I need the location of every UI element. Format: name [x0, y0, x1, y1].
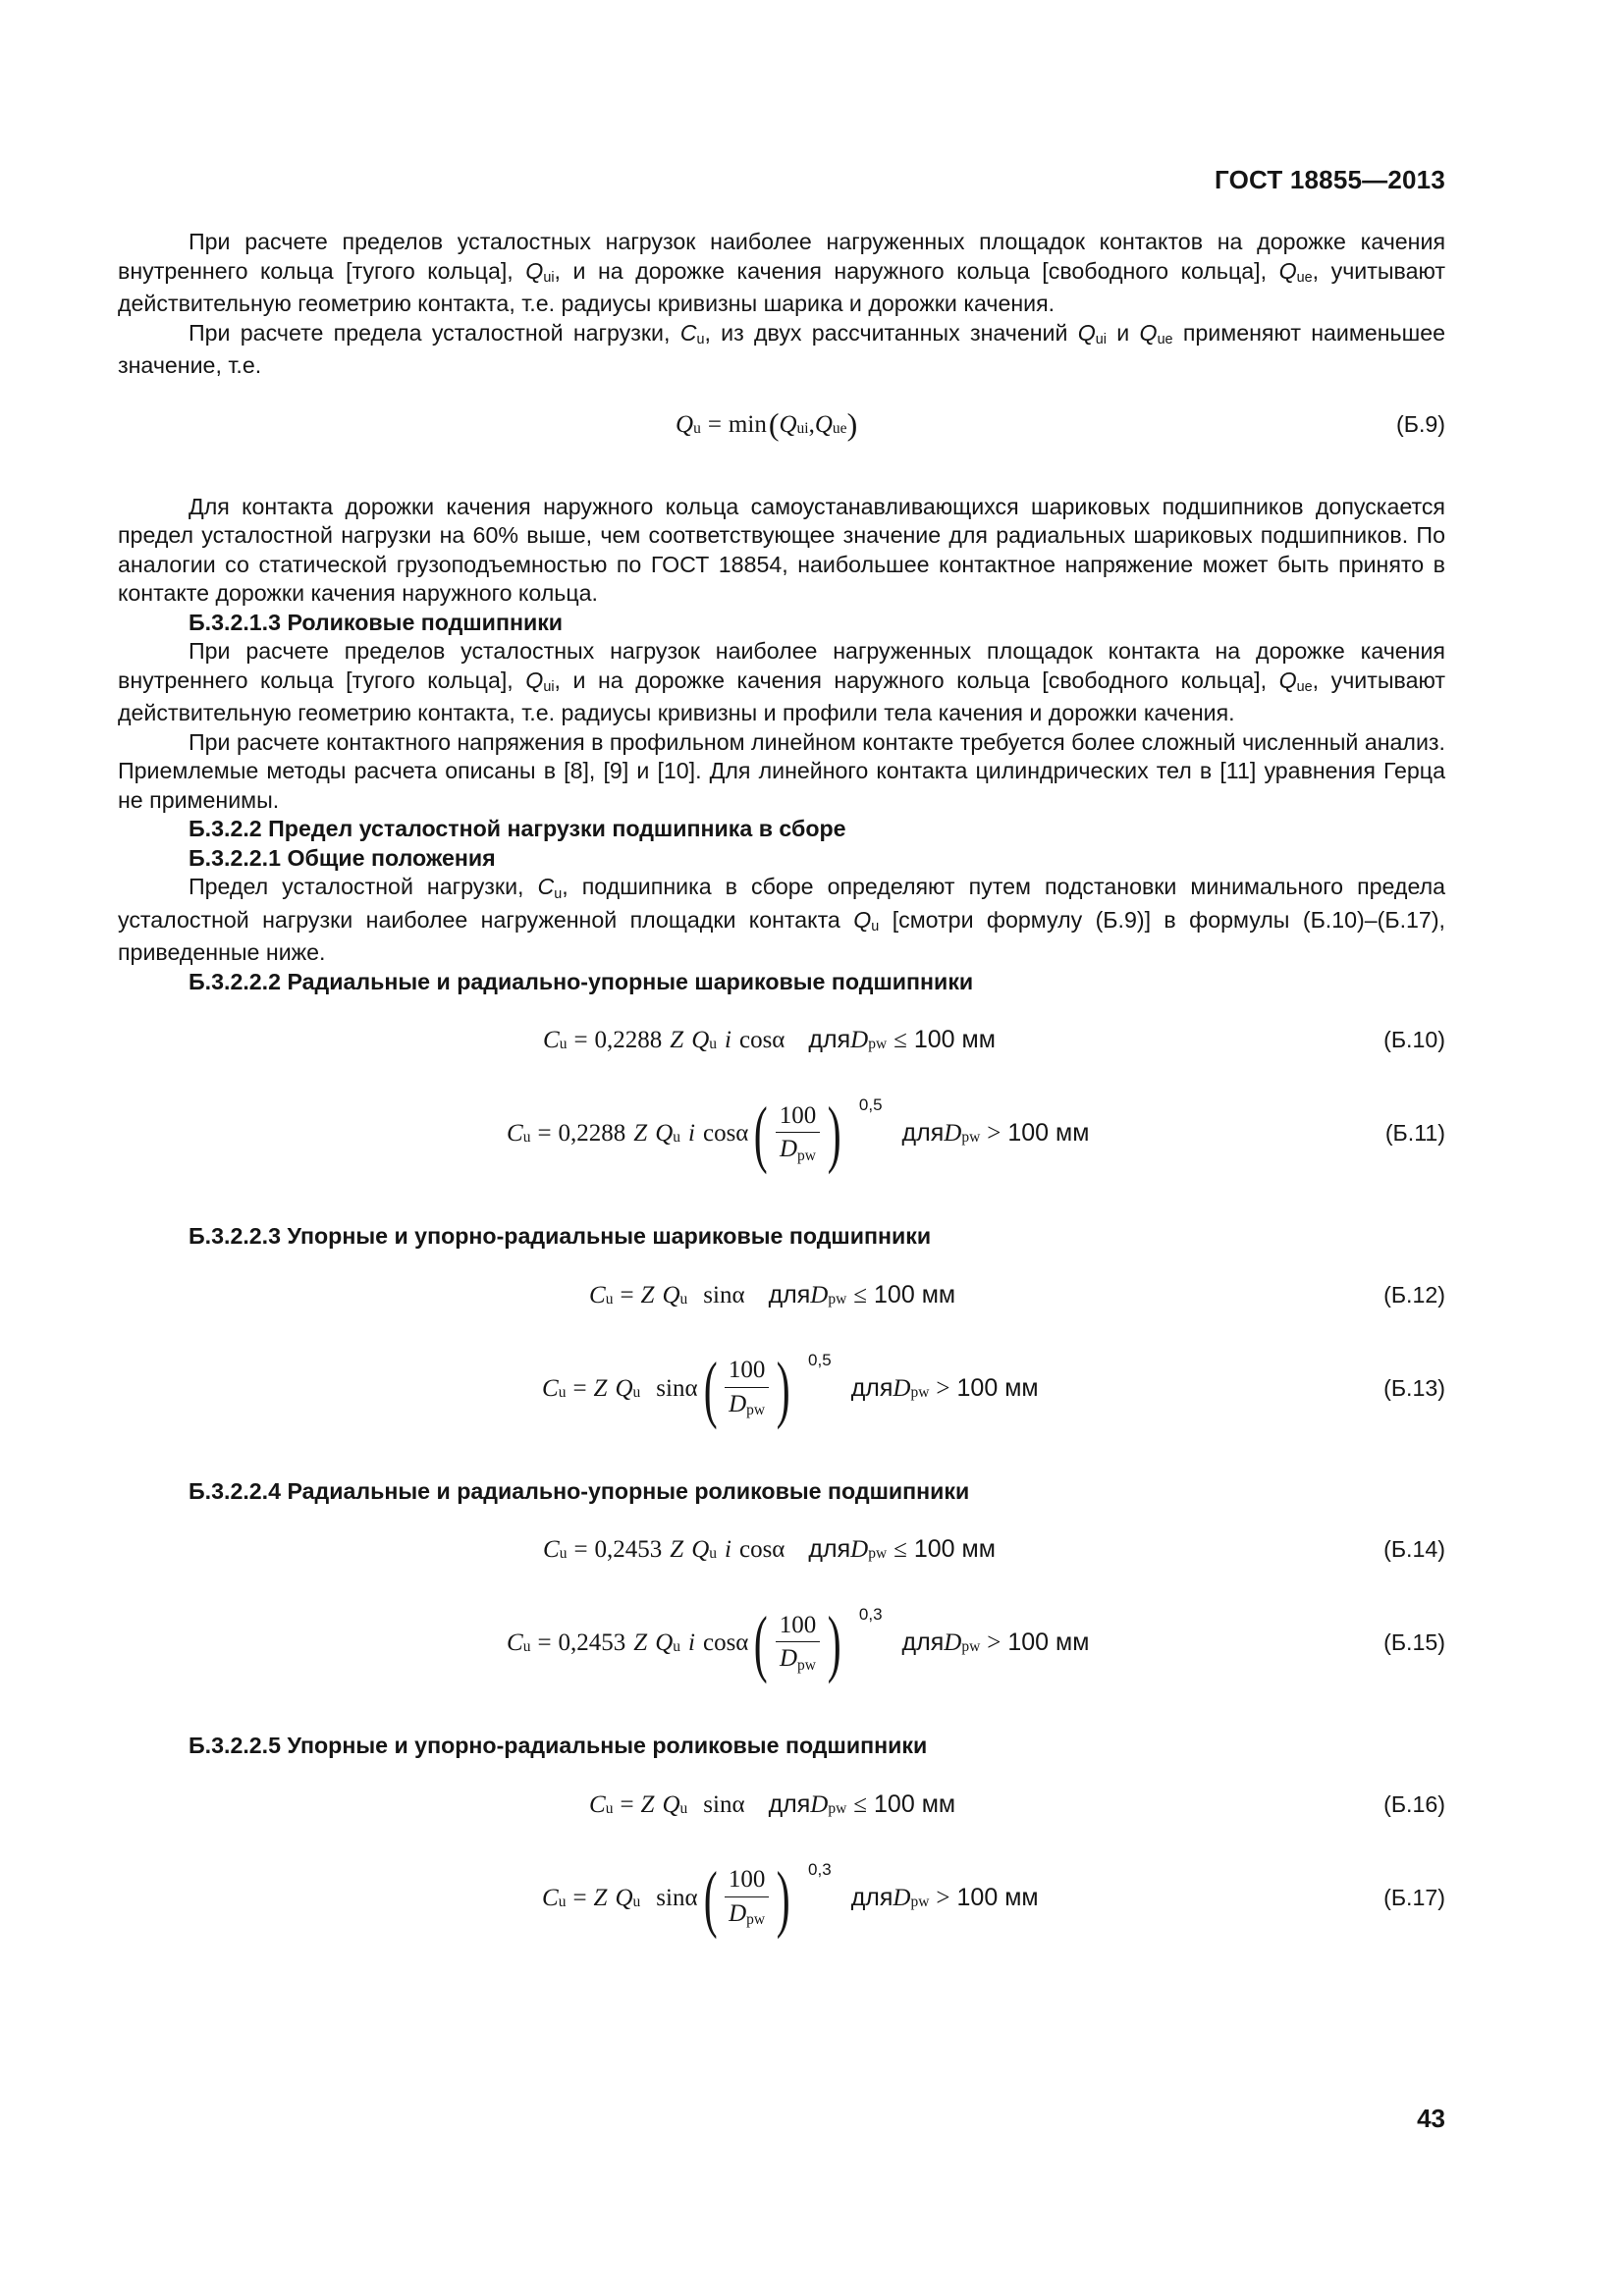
equation-b12: [118, 1252, 1445, 1340]
paragraph: [118, 873, 1445, 968]
formula: [543, 1506, 996, 1594]
sub: u: [679, 1799, 688, 1817]
var-q: Q: [691, 1536, 710, 1564]
value: 100 мм: [1007, 1629, 1090, 1657]
function: cos: [738, 1027, 773, 1054]
sub: pw: [746, 1402, 766, 1419]
equation-b11: [118, 1085, 1445, 1183]
text: для: [850, 1373, 893, 1402]
var-z: Z: [593, 1884, 608, 1911]
value: 100 мм: [913, 1026, 996, 1054]
sub: u: [632, 1383, 641, 1401]
var-alpha: α: [731, 1790, 745, 1818]
operator: =: [572, 1374, 587, 1402]
paren: ): [777, 1347, 790, 1430]
sub: ue: [1296, 679, 1313, 696]
var-c: C: [543, 1027, 560, 1054]
var-q: Q: [1077, 319, 1096, 346]
section-heading: Б.3.2.2.2 Радиальные и радиально-упорные шариковые подшипники: [189, 968, 974, 994]
paragraph: [118, 319, 1445, 381]
sub: ui: [1095, 332, 1107, 348]
equation-b14: [118, 1506, 1445, 1594]
text: , из двух рассчитанных значений: [704, 319, 1068, 346]
sub: u: [522, 1129, 531, 1147]
text: для: [808, 1026, 851, 1054]
var-q: Q: [662, 1281, 680, 1308]
sub: u: [522, 1638, 531, 1656]
coefficient: 0,2453: [558, 1629, 626, 1657]
comma: ,: [808, 410, 815, 438]
operator: >: [936, 1884, 950, 1911]
coefficient: 0,2453: [594, 1536, 663, 1564]
coefficient: 0,2288: [594, 1027, 663, 1054]
sub: u: [605, 1290, 614, 1308]
function: sin: [656, 1374, 685, 1402]
operator: =: [707, 410, 722, 438]
page-number: 43: [1417, 2104, 1445, 2133]
var-d: D: [779, 1645, 798, 1672]
var-d: D: [893, 1884, 911, 1911]
var-q: Q: [779, 410, 797, 438]
var-i: i: [688, 1629, 695, 1657]
operator: =: [537, 1120, 552, 1148]
paren: ): [846, 405, 858, 442]
var-q: Q: [691, 1027, 710, 1054]
function: sin: [703, 1790, 732, 1818]
sub: ue: [832, 419, 847, 437]
text: Предел усталостной нагрузки,: [189, 874, 524, 899]
sub: pw: [828, 1799, 847, 1817]
text: При расчете пределов усталостных нагрузок наиболее нагруженных площадок контактов на дорожке качения внутреннего кольца [тугого кольца],: [118, 229, 1445, 284]
var-alpha: α: [735, 1120, 749, 1148]
sub: u: [709, 1545, 718, 1563]
formula: [543, 996, 996, 1085]
sub: ui: [543, 270, 555, 287]
formula: [507, 1085, 1089, 1183]
operator: >: [987, 1629, 1001, 1657]
paragraph: При расчете контактного напряжения в профильном линейном контакте требуется более сложный численный анализ. Приемлемые методы расчета описаны в [8], [9] и [10]. Для линейного контакта цилиндрических тел в [11] уравнения Герца не применимы.: [118, 728, 1445, 813]
sub: u: [696, 332, 705, 348]
paren: ): [827, 1093, 841, 1175]
sub: u: [871, 919, 880, 935]
document-body: [118, 228, 1445, 1948]
sub: pw: [797, 1656, 816, 1674]
var-i: i: [725, 1536, 731, 1564]
sub: pw: [961, 1638, 981, 1656]
var-alpha: α: [772, 1536, 785, 1564]
sub: u: [559, 1036, 568, 1053]
exponent: 0,3: [808, 1859, 832, 1879]
var-i: i: [688, 1120, 695, 1148]
var-d: D: [779, 1136, 798, 1162]
numerator: 100: [779, 1611, 817, 1638]
exponent: 0,5: [858, 1095, 883, 1114]
operator: =: [573, 1027, 588, 1054]
text: и: [1116, 319, 1130, 346]
function: cos: [702, 1629, 736, 1657]
var-d: D: [729, 1899, 747, 1927]
denominator: [725, 1387, 769, 1422]
equation-b17: [118, 1849, 1445, 1948]
sub: pw: [868, 1036, 888, 1053]
sub: ui: [543, 679, 555, 696]
var-d: D: [893, 1374, 911, 1402]
var-z: Z: [633, 1629, 648, 1657]
equation-number: (Б.12): [1383, 1281, 1445, 1308]
denominator: [776, 1132, 820, 1167]
var-q: Q: [1278, 667, 1297, 693]
equation-number: (Б.10): [1383, 1027, 1445, 1053]
equation-number: (Б.11): [1384, 1120, 1445, 1147]
var-q: Q: [655, 1120, 674, 1148]
sub: u: [679, 1290, 688, 1308]
var-alpha: α: [735, 1629, 749, 1657]
sub: pw: [746, 1911, 766, 1929]
var-alpha: α: [772, 1027, 785, 1054]
sub: pw: [797, 1147, 816, 1164]
numerator: 100: [779, 1101, 817, 1129]
fraction: [725, 1356, 770, 1421]
var-z: Z: [670, 1536, 684, 1564]
var-z: Z: [640, 1281, 655, 1308]
var-c: C: [679, 319, 697, 346]
sub: pw: [910, 1383, 930, 1401]
var-d: D: [850, 1536, 869, 1564]
fraction: [725, 1865, 770, 1931]
equation-b15: [118, 1594, 1445, 1692]
coefficient: 0,2288: [558, 1120, 626, 1148]
paren: ): [827, 1602, 841, 1684]
formula: [589, 1252, 955, 1340]
var-q: Q: [655, 1629, 674, 1657]
var-alpha: α: [684, 1374, 698, 1402]
function: sin: [703, 1281, 732, 1308]
sub: u: [673, 1638, 681, 1656]
var-c: C: [589, 1281, 606, 1308]
text: , и на дорожке качения наружного кольца [свободного кольца],: [554, 257, 1268, 284]
var-q: Q: [615, 1374, 633, 1402]
value: 100 мм: [913, 1535, 996, 1564]
section-heading: Б.3.2.2.3 Упорные и упорно-радиальные шариковые подшипники: [189, 1223, 932, 1249]
function: min: [728, 410, 767, 438]
text: При расчете предела усталостной нагрузки,: [189, 319, 671, 346]
sub: u: [558, 1383, 567, 1401]
text: для: [768, 1789, 811, 1818]
equation-number: (Б.13): [1383, 1374, 1445, 1401]
paragraph: [118, 228, 1445, 319]
function: cos: [738, 1536, 773, 1564]
operator: ≤: [853, 1281, 868, 1308]
var-alpha: α: [684, 1884, 698, 1911]
exponent: 0,5: [808, 1350, 832, 1369]
paren: (: [768, 405, 780, 442]
text: для: [901, 1629, 945, 1657]
var-q: Q: [814, 410, 833, 438]
value: 100 мм: [956, 1373, 1039, 1402]
section-heading: Б.3.2.2.4 Радиальные и радиально-упорные роликовые подшипники: [189, 1477, 970, 1504]
var-q: Q: [662, 1790, 680, 1818]
var-c: C: [542, 1374, 559, 1402]
var-alpha: α: [731, 1281, 745, 1308]
var-d: D: [810, 1790, 829, 1818]
fraction: [776, 1611, 821, 1677]
sub: u: [632, 1893, 641, 1910]
sub: pw: [961, 1129, 981, 1147]
operator: =: [572, 1884, 587, 1911]
sub: pw: [828, 1290, 847, 1308]
sub: ue: [1157, 332, 1173, 348]
operator: =: [537, 1629, 552, 1657]
var-q: Q: [853, 906, 872, 933]
sub: ue: [1296, 270, 1313, 287]
value: 100 мм: [874, 1280, 956, 1308]
var-d: D: [850, 1027, 869, 1054]
formula: [589, 1761, 955, 1849]
text: , и на дорожке качения наружного кольца [свободного кольца],: [554, 667, 1268, 693]
sub: u: [558, 1893, 567, 1910]
operator: =: [573, 1536, 588, 1564]
paren: (: [754, 1602, 769, 1684]
section-heading: Б.3.2.2.1 Общие положения: [189, 844, 496, 871]
var-d: D: [729, 1390, 747, 1417]
equation-b13: [118, 1340, 1445, 1438]
var-d: D: [944, 1120, 962, 1148]
var-z: Z: [670, 1027, 684, 1054]
value: 100 мм: [956, 1883, 1039, 1911]
document-header: ГОСТ 18855—2013: [1215, 165, 1445, 194]
equation-b10: [118, 996, 1445, 1085]
text: , учитывают действительную геометрию контакта, т.е. радиусы кривизны шарика и дорожки качения.: [118, 257, 1445, 316]
sub: u: [709, 1036, 718, 1053]
operator: >: [987, 1120, 1001, 1148]
equation-number: (Б.14): [1383, 1536, 1445, 1563]
var-q: Q: [525, 667, 544, 693]
equation-b9: [118, 381, 1445, 469]
sub: u: [693, 419, 701, 437]
text: для: [768, 1280, 811, 1308]
paren: (: [703, 1347, 718, 1430]
function: cos: [702, 1120, 736, 1148]
numerator: 100: [728, 1866, 766, 1893]
var-q: Q: [1278, 257, 1297, 284]
sub: u: [559, 1545, 568, 1563]
equation-number: (Б.17): [1383, 1884, 1445, 1910]
var-q: Q: [676, 410, 694, 438]
operator: ≤: [853, 1790, 868, 1818]
equation-number: (Б.16): [1383, 1790, 1445, 1817]
text: применяют наименьшее значение, т.е.: [118, 319, 1445, 378]
var-i: i: [725, 1027, 731, 1054]
var-c: C: [542, 1884, 559, 1911]
var-z: Z: [593, 1374, 608, 1402]
formula: [542, 1849, 1039, 1948]
text: , учитывают действительную геометрию контакта, т.е. радиусы кривизны и профили тела качения и дорожки качения.: [118, 667, 1445, 725]
numerator: 100: [728, 1357, 766, 1383]
paragraph: [118, 637, 1445, 728]
var-c: C: [543, 1536, 560, 1564]
operator: =: [620, 1790, 634, 1818]
paren: (: [703, 1856, 718, 1940]
equation-number: (Б.9): [1396, 410, 1445, 437]
var-c: C: [589, 1790, 606, 1818]
var-q: Q: [1139, 319, 1158, 346]
paren-group: [748, 1093, 883, 1175]
formula: [507, 1594, 1089, 1692]
sub: u: [554, 885, 563, 902]
operator: ≤: [893, 1536, 907, 1564]
section-heading: Б.3.2.2 Предел усталостной нагрузки подшипника в сборе: [189, 816, 846, 841]
text: , подшипника в сборе определяют путем подстановки минимального предела усталостной нагрузки наиболее нагруженной площадки контакта: [118, 874, 1445, 933]
paren-group: [698, 1347, 832, 1430]
denominator: [776, 1641, 820, 1677]
paren-group: [748, 1602, 883, 1684]
operator: =: [620, 1281, 634, 1308]
paren: ): [777, 1856, 790, 1940]
var-z: Z: [633, 1120, 648, 1148]
var-d: D: [810, 1281, 829, 1308]
formula: [676, 381, 857, 469]
denominator: [725, 1896, 769, 1932]
paren-group: [698, 1856, 832, 1940]
value: 100 мм: [1007, 1119, 1090, 1148]
var-d: D: [944, 1629, 962, 1657]
var-q: Q: [525, 257, 544, 284]
value: 100 мм: [874, 1789, 956, 1818]
var-q: Q: [615, 1884, 633, 1911]
operator: >: [936, 1374, 950, 1402]
text: для: [808, 1535, 851, 1564]
formula: [542, 1340, 1039, 1438]
section-heading: Б.3.2.2.5 Упорные и упорно-радиальные роликовые подшипники: [189, 1733, 928, 1758]
fraction: [776, 1101, 821, 1167]
text: для: [901, 1119, 945, 1148]
text: для: [850, 1883, 893, 1911]
sub: u: [673, 1129, 681, 1147]
text: При расчете пределов усталостных нагрузок наиболее нагруженных площадок контакта на дорожке качения внутреннего кольца [тугого кольца],: [118, 638, 1445, 693]
var-c: C: [507, 1120, 523, 1148]
operator: ≤: [893, 1027, 907, 1054]
paren: (: [754, 1093, 769, 1175]
equation-b16: [118, 1761, 1445, 1849]
sub: ui: [796, 419, 809, 437]
text: [смотри формулу (Б.9)] в формулы (Б.10)–(Б.17), приведенные ниже.: [118, 906, 1445, 965]
sub: u: [605, 1799, 614, 1817]
sub: pw: [910, 1893, 930, 1910]
function: sin: [656, 1884, 685, 1911]
var-c: C: [537, 874, 555, 899]
section-heading: Б.3.2.1.3 Роликовые подшипники: [189, 609, 564, 635]
paragraph: Для контакта дорожки качения наружного кольца самоустанавливающихся шариковых подшипников допускается предел усталостной нагрузки на 60% выше, чем соответствующее значение для радиальных шариковых подшипников. По аналогии со статической грузоподъемностью по ГОСТ 18854, наибольшее контактное напряжение может быть принято в контакте дорожки качения наружного кольца.: [118, 493, 1445, 606]
var-c: C: [507, 1629, 523, 1657]
spacer: [118, 469, 1445, 493]
var-z: Z: [640, 1790, 655, 1818]
exponent: 0,3: [858, 1605, 883, 1624]
sub: pw: [868, 1545, 888, 1563]
equation-number: (Б.15): [1383, 1629, 1445, 1656]
